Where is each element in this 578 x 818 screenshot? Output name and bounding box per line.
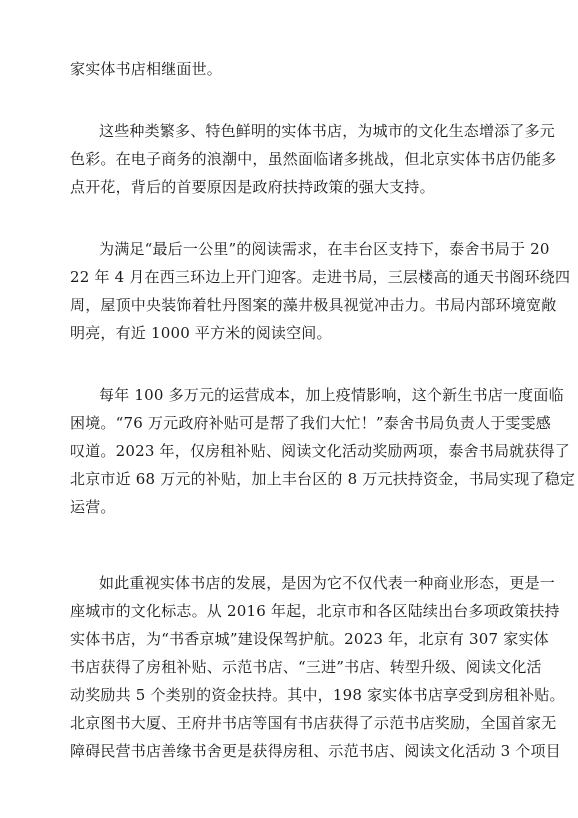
paragraph-5-line-1: 如此重视实体书店的发展，是因为它不仅代表一种商业形态，更是一 [99, 574, 556, 592]
paragraph-2-line-2: 色彩。在电子商务的浪潮中，虽然面临诸多挑战，但北京实体书店仍能多 [70, 150, 557, 168]
paragraph-3-line-4: 明亮，有近 1000 平方米的阅读空间。 [70, 324, 332, 342]
paragraph-1-line-1: 家实体书店相继面世。 [70, 60, 223, 78]
paragraph-3-line-2: 22 年 4 月在西三环边上开门迎客。走进书局，三层楼高的通天书阁环绕四 [70, 268, 571, 286]
paragraph-4-line-2: 困境。“76 万元政府补贴可是帮了我们大忙！”泰舍书局负责人于雯雯感 [70, 414, 551, 432]
paragraph-4-line-1: 每年 100 多万元的运营成本，加上疫情影响，这个新生书店一度面临 [99, 386, 564, 404]
paragraph-4-line-5: 运营。 [70, 498, 116, 516]
paragraph-3-line-3: 周，屋顶中央装饰着牡丹图案的藻井极具视觉冲击力。书局内部环境宽敞 [70, 296, 557, 314]
paragraph-5-line-7: 障碍民营书店善缘书舍更是获得房租、示范书店、阅读文化活动 3 个项目 [70, 742, 561, 760]
paragraph-4-line-4: 北京市近 68 万元的补贴，加上丰台区的 8 万元扶持资金，书局实现了稳定 [70, 470, 576, 488]
paragraph-5-line-5: 动奖励共 5 个类别的资金扶持。其中，198 家实体书店享受到房租补贴。 [70, 686, 565, 704]
paragraph-2-line-1: 这些种类繁多、特色鲜明的实体书店，为城市的文化生态增添了多元 [99, 122, 556, 140]
paragraph-3-line-1: 为满足“最后一公里”的阅读需求，在丰台区支持下，泰舍书局于 20 [99, 240, 550, 258]
paragraph-2-line-3: 点开花，背后的首要原因是政府扶持政策的强大支持。 [70, 178, 435, 196]
paragraph-5-line-4: 书店获得了房租补贴、示范书店、“三进”书店、转型升级、阅读文化活 [70, 658, 542, 676]
paragraph-5-line-6: 北京图书大厦、王府井书店等国有书店获得了示范书店奖励，全国首家无 [70, 714, 557, 732]
paragraph-5-line-3: 实体书店，为“书香京城”建设保驾护航。2023 年，北京有 307 家实体 [70, 630, 549, 648]
paragraph-4-line-3: 叹道。2023 年，仅房租补贴、阅读文化活动奖励两项，泰舍书局就获得了 [70, 442, 570, 460]
paragraph-5-line-2: 座城市的文化标志。从 2016 年起，北京市和各区陆续出台多项政策扶持 [70, 602, 560, 620]
